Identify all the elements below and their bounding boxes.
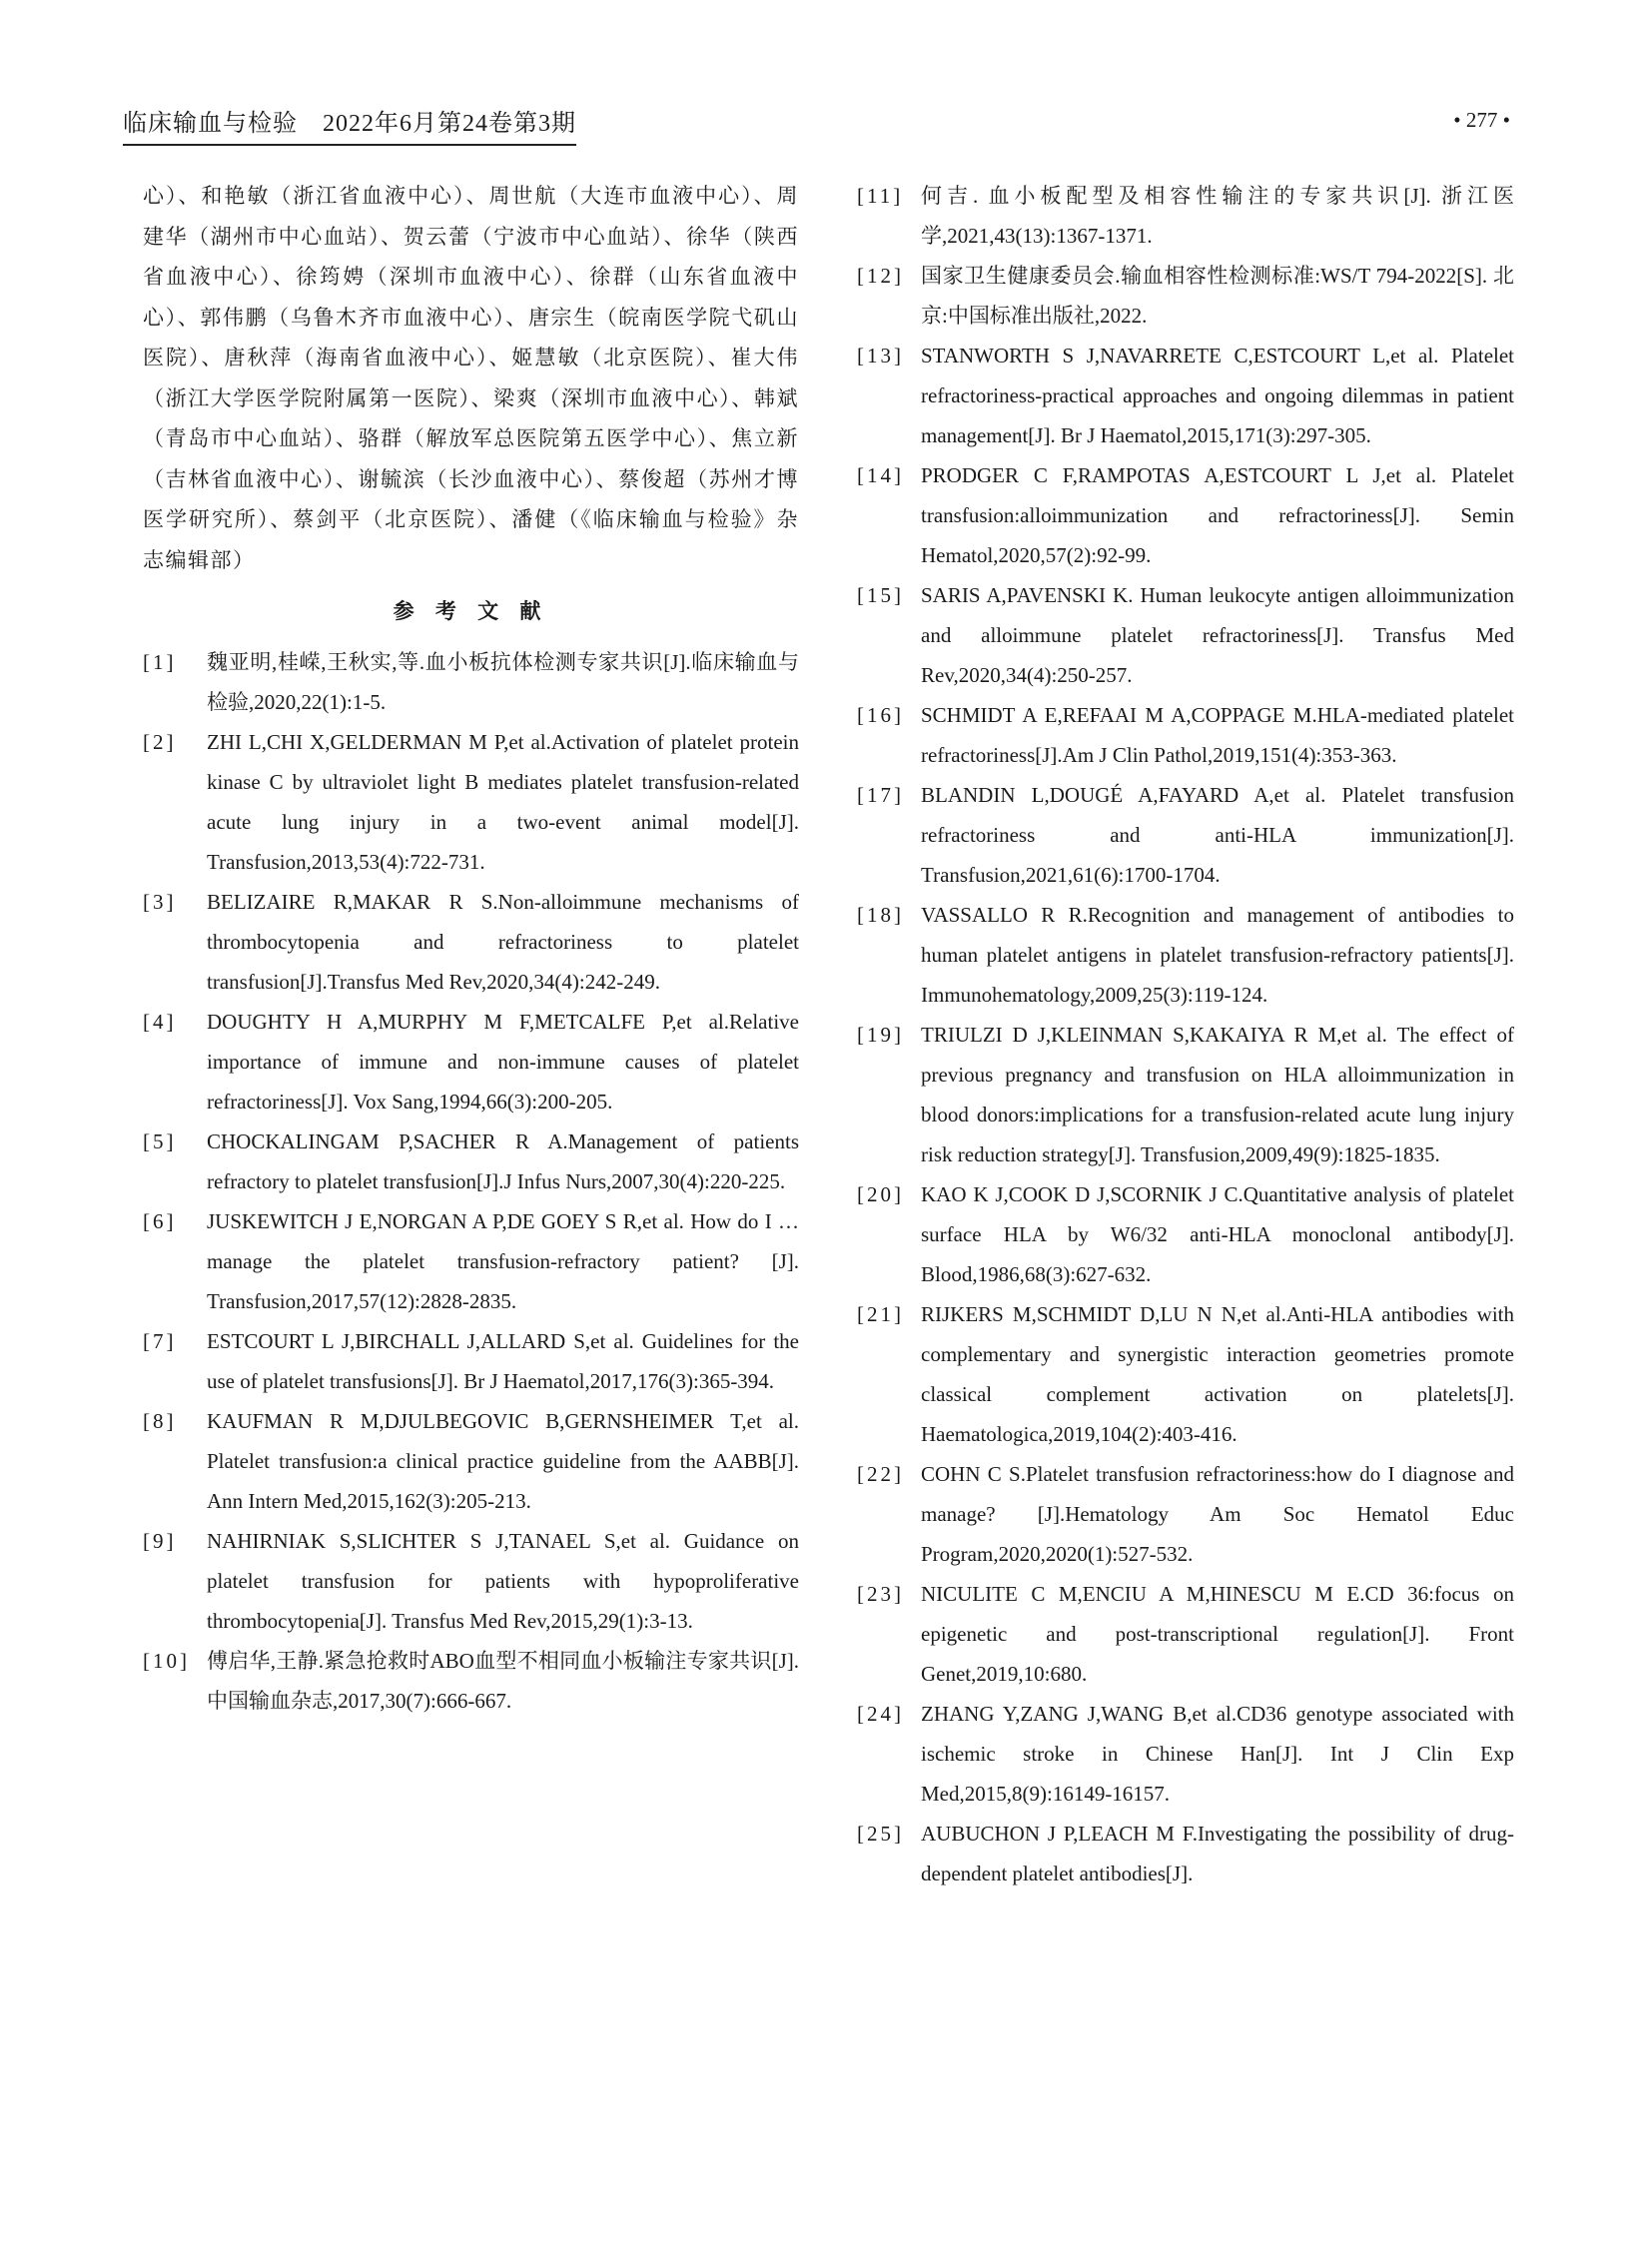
reference-number: [15] bbox=[857, 583, 904, 607]
reference-item bbox=[857, 336, 1514, 455]
page-number: • 277 • bbox=[1453, 108, 1510, 132]
reference-number: [8] bbox=[143, 1409, 177, 1433]
reference-item bbox=[143, 1521, 799, 1641]
reference-text: AUBUCHON J P,LEACH M F.Investigating the possibility of drug-dependent platelet antibodies[J]. bbox=[921, 1822, 1514, 1885]
reference-text: KAO K J,COOK D J,SCORNIK J C.Quantitative analysis of platelet surface HLA by W6/32 anti-HLA monoclonal antibody[J]. Blood,1986,68(3):627-632. bbox=[921, 1182, 1514, 1286]
reference-item bbox=[143, 722, 799, 882]
reference-text: PRODGER C F,RAMPOTAS A,ESTCOURT L J,et al. Platelet transfusion:alloimmunization and refractoriness[J]. Semin Hematol,2020,57(2):92-99. bbox=[921, 463, 1514, 567]
reference-text: 傅启华,王静.紧急抢救时ABO血型不相同血小板输注专家共识[J].中国输血杂志,2017,30(7):666-667. bbox=[207, 1649, 799, 1713]
reference-item bbox=[857, 1574, 1514, 1694]
reference-number: [13] bbox=[857, 344, 904, 368]
reference-text: TRIULZI D J,KLEINMAN S,KAKAIYA R M,et al. The effect of previous pregnancy and transfusion on HLA alloimmunization in blood donors:implications for a transfusion-related acute lung injury risk reduction strategy[J]. Transfusion,2009,49(9):1825-1835. bbox=[921, 1023, 1514, 1166]
reference-text: NICULITE C M,ENCIU A M,HINESCU M E.CD 36:focus on epigenetic and post-transcriptional regulation[J]. Front Genet,2019,10:680. bbox=[921, 1582, 1514, 1686]
reference-text: SARIS A,PAVENSKI K. Human leukocyte antigen alloimmunization and alloimmune platelet refractoriness[J]. Transfus Med Rev,2020,34(4):250-257. bbox=[921, 583, 1514, 687]
reference-text: RIJKERS M,SCHMIDT D,LU N N,et al.Anti-HLA antibodies with complementary and synergistic interaction geometries promote classical complement activation on platelets[J]. Haematologica,2019,104(2):403-416. bbox=[921, 1302, 1514, 1446]
reference-list-left bbox=[143, 642, 799, 1721]
reference-text: ZHI L,CHI X,GELDERMAN M P,et al.Activation of platelet protein kinase C by ultraviolet light B mediates platelet transfusion-related acute lung injury in a two-event animal model[J]. Transfusion,2013,53(4):722-731. bbox=[207, 730, 799, 874]
reference-number: [22] bbox=[857, 1462, 904, 1486]
reference-number: [25] bbox=[857, 1822, 904, 1846]
reference-text: ESTCOURT L J,BIRCHALL J,ALLARD S,et al. Guidelines for the use of platelet transfusions[J]. Br J Haematol,2017,176(3):365-394. bbox=[207, 1329, 799, 1393]
reference-item bbox=[857, 775, 1514, 895]
reference-item bbox=[143, 1641, 799, 1721]
reference-item bbox=[857, 256, 1514, 336]
reference-text: ZHANG Y,ZANG J,WANG B,et al.CD36 genotype associated with ischemic stroke in Chinese Han[J]. Int J Clin Exp Med,2015,8(9):16149-16157. bbox=[921, 1702, 1514, 1806]
reference-item bbox=[857, 1015, 1514, 1174]
reference-text: KAUFMAN R M,DJULBEGOVIC B,GERNSHEIMER T,et al. Platelet transfusion:a clinical practice guideline from the AABB[J]. Ann Intern Med,2015,162(3):205-213. bbox=[207, 1409, 799, 1513]
reference-number: [1] bbox=[143, 650, 177, 674]
reference-text: 国家卫生健康委员会.输血相容性检测标准:WS/T 794-2022[S]. 北京:中国标准出版社,2022. bbox=[921, 264, 1514, 328]
reference-text: 魏亚明,桂嵘,王秋实,等.血小板抗体检测专家共识[J].临床输血与检验,2020,22(1):1-5. bbox=[207, 650, 799, 714]
reference-item bbox=[857, 1694, 1514, 1814]
reference-item bbox=[857, 455, 1514, 575]
reference-text: CHOCKALINGAM P,SACHER R A.Management of patients refractory to platelet transfusion[J].J Infus Nurs,2007,30(4):220-225. bbox=[207, 1129, 799, 1193]
page-header bbox=[0, 0, 1652, 150]
reference-number: [9] bbox=[143, 1529, 177, 1553]
reference-item bbox=[857, 1174, 1514, 1294]
reference-number: [14] bbox=[857, 463, 904, 487]
reference-number: [18] bbox=[857, 903, 904, 927]
reference-number: [6] bbox=[143, 1209, 177, 1233]
reference-text: BELIZAIRE R,MAKAR R S.Non-alloimmune mechanisms of thrombocytopenia and refractoriness to platelet transfusion[J].Transfus Med Rev,2020,34(4):242-249. bbox=[207, 890, 799, 994]
reference-text: COHN C S.Platelet transfusion refractoriness:how do I diagnose and manage? [J].Hematology Am Soc Hematol Educ Program,2020,2020(1):527-532. bbox=[921, 1462, 1514, 1566]
reference-number: [2] bbox=[143, 730, 177, 754]
reference-number: [19] bbox=[857, 1023, 904, 1047]
reference-text: DOUGHTY H A,MURPHY M F,METCALFE P,et al.Relative importance of immune and non-immune causes of platelet refractoriness[J]. Vox Sang,1994,66(3):200-205. bbox=[207, 1010, 799, 1114]
reference-item bbox=[143, 1401, 799, 1521]
reference-text: NAHIRNIAK S,SLICHTER S J,TANAEL S,et al. Guidance on platelet transfusion for patients with hypoproliferative thrombocytopenia[J]. Transfus Med Rev,2015,29(1):3-13. bbox=[207, 1529, 799, 1633]
reference-item bbox=[143, 642, 799, 722]
reference-item bbox=[857, 1454, 1514, 1574]
reference-item bbox=[857, 176, 1514, 256]
journal-header: 临床输血与检验 2022年6月第24卷第3期 bbox=[123, 103, 576, 146]
reference-item bbox=[857, 1814, 1514, 1893]
reference-number: [7] bbox=[143, 1329, 177, 1353]
reference-item bbox=[857, 695, 1514, 775]
reference-text: STANWORTH S J,NAVARRETE C,ESTCOURT L,et al. Platelet refractoriness-practical approaches and ongoing dilemmas in patient management[J]. Br J Haematol,2015,171(3):297-305. bbox=[921, 344, 1514, 447]
reference-number: [3] bbox=[143, 890, 177, 914]
reference-text: BLANDIN L,DOUGÉ A,FAYARD A,et al. Platelet transfusion refractoriness and anti-HLA immunization[J]. Transfusion,2021,61(6):1700-1704. bbox=[921, 783, 1514, 887]
right-column bbox=[857, 176, 1514, 1893]
reference-number: [11] bbox=[857, 184, 904, 208]
reference-item bbox=[143, 1121, 799, 1201]
references-heading: 参 考 文 献 bbox=[393, 599, 549, 623]
left-column bbox=[143, 176, 799, 1721]
reference-number: [24] bbox=[857, 1702, 904, 1726]
reference-number: [20] bbox=[857, 1182, 904, 1206]
reference-item bbox=[143, 1201, 799, 1321]
reference-number: [21] bbox=[857, 1302, 904, 1326]
reference-text: 何吉. 血小板配型及相容性输注的专家共识[J]. 浙江医学,2021,43(13):1367-1371. bbox=[921, 184, 1514, 248]
reference-number: [12] bbox=[857, 264, 904, 288]
reference-list-right bbox=[857, 176, 1514, 1893]
reference-number: [23] bbox=[857, 1582, 904, 1606]
reference-text: VASSALLO R R.Recognition and management of antibodies to human platelet antigens in platelet transfusion-refractory patients[J]. Immunohematology,2009,25(3):119-124. bbox=[921, 903, 1514, 1007]
reference-item bbox=[143, 882, 799, 1002]
reference-text: JUSKEWITCH J E,NORGAN A P,DE GOEY S R,et al. How do I … manage the platelet transfusion-refractory patient? [J]. Transfusion,2017,57(12):2828-2835. bbox=[207, 1209, 799, 1313]
reference-number: [17] bbox=[857, 783, 904, 807]
reference-item bbox=[857, 575, 1514, 695]
reference-item bbox=[857, 1294, 1514, 1454]
contributors-list: 心）、和艳敏（浙江省血液中心）、周世航（大连市血液中心）、周建华（湖州市中心血站）、贺云蕾（宁波市中心血站）、徐华（陕西省血液中心）、徐筠娉（深圳市血液中心）、徐群（山东省血液中心）、郭伟鹏（乌鲁木齐市血液中心）、唐宗生（皖南医学院弋矶山医院）、唐秋萍（海南省血液中心）、姬慧敏（北京医院）、崔大伟（浙江大学医学院附属第一医院）、梁爽（深圳市血液中心）、韩斌（青岛市中心血站）、骆群（解放军总医院第五医学中心）、焦立新（吉林省血液中心）、谢毓滨（长沙血液中心）、蔡俊超（苏州才博医学研究所）、蔡剑平（北京医院）、潘健（《临床输血与检验》杂志编辑部） bbox=[143, 184, 799, 572]
reference-number: [4] bbox=[143, 1010, 177, 1034]
reference-text: SCHMIDT A E,REFAAI M A,COPPAGE M.HLA-mediated platelet refractoriness[J].Am J Clin Pathol,2019,151(4):353-363. bbox=[921, 703, 1514, 767]
reference-item bbox=[143, 1002, 799, 1121]
reference-item bbox=[857, 895, 1514, 1015]
reference-number: [5] bbox=[143, 1129, 177, 1153]
reference-item bbox=[143, 1321, 799, 1401]
reference-number: [10] bbox=[143, 1649, 190, 1673]
reference-number: [16] bbox=[857, 703, 904, 727]
